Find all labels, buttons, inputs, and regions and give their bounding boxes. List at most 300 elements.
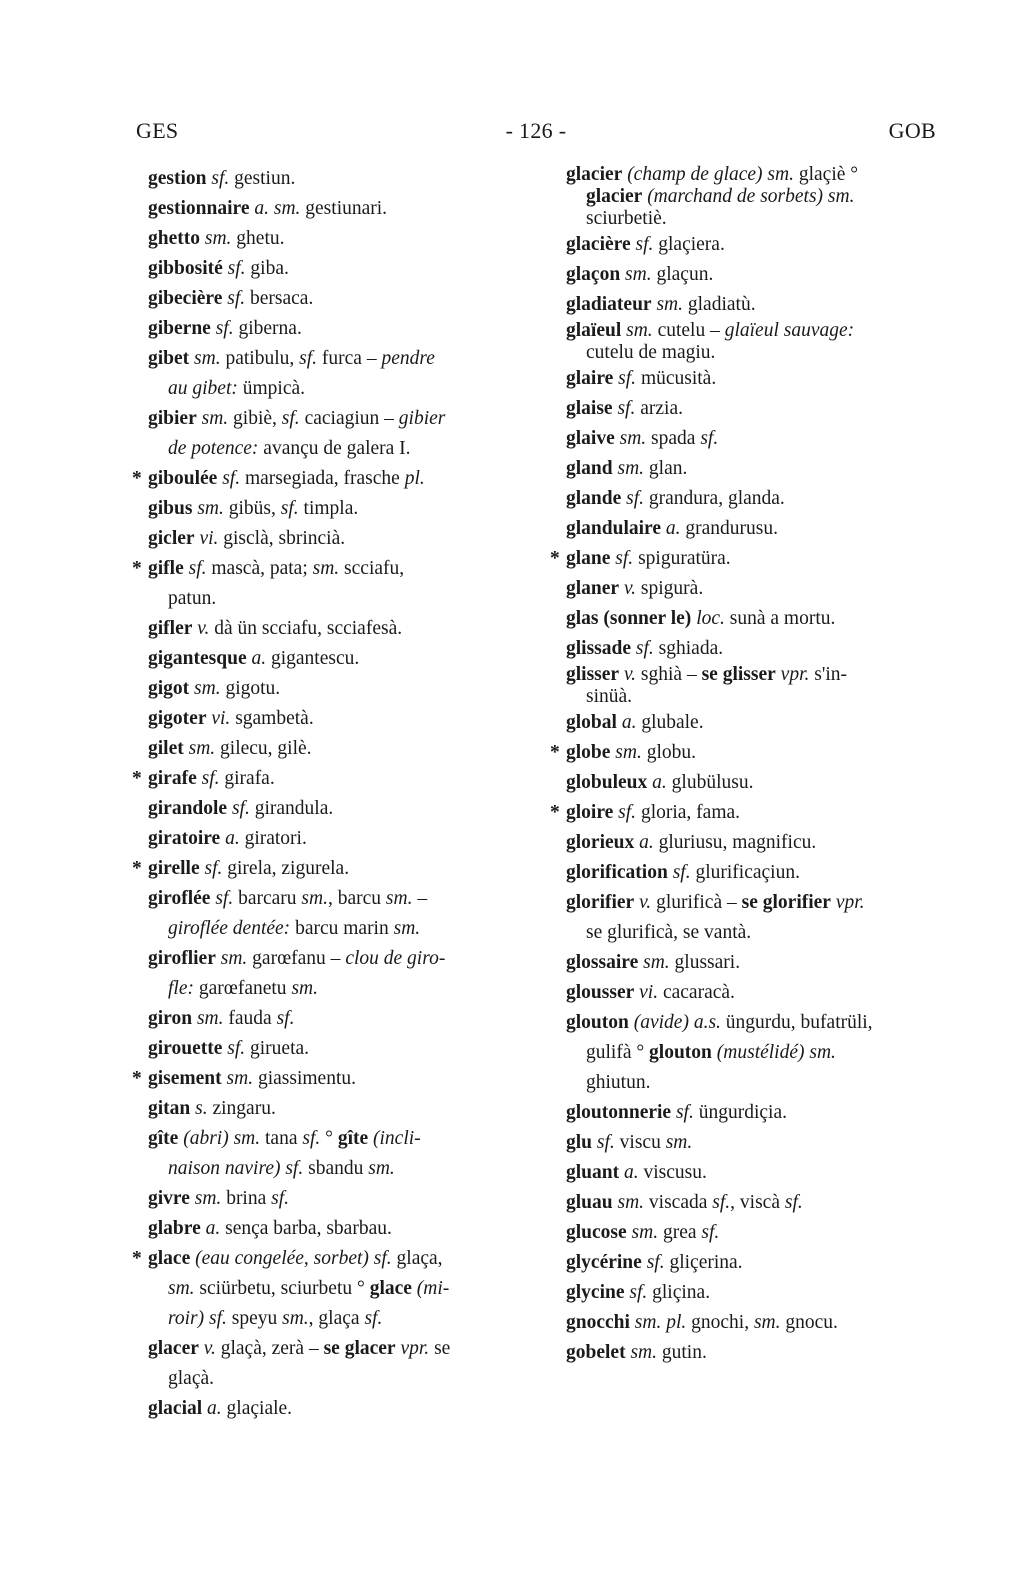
grammar-label: a. [205,1218,221,1239]
grammar-label: sm. [368,1158,395,1179]
grammar-label: sf. [299,348,318,369]
asterisk-marker: * [132,1248,142,1269]
grammar-label: vpr. [835,892,865,913]
definition-text: gilecu, gilè. [215,738,312,759]
headword: globuleux [566,772,648,793]
grammar-label: sf. [215,318,234,339]
definition-text: patun. [168,588,217,609]
grammar-label: sf. [635,234,654,255]
dictionary-entry [550,1308,920,1338]
dictionary-entry [550,768,920,798]
grammar-label: sm. [194,1188,222,1209]
headword: gîte [148,1128,179,1149]
definition-text: glaçiale. [221,1398,293,1419]
grammar-label: v. [623,578,637,599]
definition-text: – [412,888,428,909]
entry-continuation [148,434,502,464]
definition-text: sgambetà. [230,708,314,729]
definition-text: sunà a mortu. [724,608,836,629]
headword: gladiateur [566,294,652,315]
headword: gilet [148,738,184,759]
definition-text: viscu [614,1132,666,1153]
grammar-label: a. [639,832,654,853]
dictionary-entry [132,674,502,704]
definition-text: grandurusu. [680,518,778,539]
page-number: - 126 - [505,118,567,143]
definition-text: viscada [644,1192,713,1213]
grammar-label: fle: [168,978,194,999]
headword: gibet [148,348,190,369]
entry-continuation [566,686,920,708]
definition-text: gigotu. [220,678,281,699]
entry-continuation [148,374,502,404]
grammar-label: sf. [281,408,300,429]
grammar-label: sf. [618,802,637,823]
dictionary-entry [550,1188,920,1218]
grammar-label: v. [197,618,210,639]
grammar-label: sf. [617,398,636,419]
headword: gland [566,458,613,479]
definition-text: gnochi, [686,1312,754,1333]
grammar-label: (mustélidé) sm. [716,1042,836,1063]
dictionary-entry [132,884,502,944]
headword: girandole [148,798,228,819]
dictionary-entry [550,1218,920,1248]
grammar-label: glaïeul sauvage: [724,320,855,341]
grammar-label: sf. [700,428,719,449]
definition-text: sença barba, sbarbau. [220,1218,392,1239]
headword: ghetto [148,228,200,249]
definition-text: patibulu, [220,348,300,369]
definition-text: garœfanu – [247,948,346,969]
headword: glucose [566,1222,627,1243]
grammar-label: sf. [302,1128,321,1149]
headword: glandulaire [566,518,661,539]
grammar-label: giroflée dentée: [168,918,291,939]
headword: givre [148,1188,190,1209]
asterisk-marker: * [550,742,560,763]
headword: glacière [566,234,631,255]
headword: gibier [148,408,197,429]
grammar-label: sf. [231,798,250,819]
definition-text: glaçà, zerà – [215,1338,324,1359]
definition-text: cutelu de magiu. [586,342,716,363]
entry-continuation [566,186,920,208]
definition-text: se glurificà, se vantà. [586,922,752,943]
grammar-label: roir) sf. [168,1308,227,1329]
grammar-label: vpr. [400,1338,430,1359]
definition-text: glubülusu. [666,772,754,793]
definition-text: glaçiè ° [793,164,859,185]
headword: glisser [566,664,620,685]
dictionary-entry [132,1244,502,1334]
grammar-label: (eau congelée, sorbet) sf. [195,1248,392,1269]
dictionary-entry [132,284,502,314]
headword: glabre [148,1218,201,1239]
definition-text: giberna. [233,318,302,339]
definition-text: furca – [317,348,382,369]
entry-continuation [148,1274,502,1304]
grammar-label: sf. [615,548,634,569]
dictionary-entry [132,944,502,1004]
headword: glace [148,1248,191,1269]
grammar-label: sm. [197,498,224,519]
dictionary-entry [550,364,920,394]
grammar-label: sf. [596,1132,615,1153]
dictionary-entry [132,494,502,524]
headword: girelle [148,858,200,879]
definition-text: grandura, glanda. [644,488,785,509]
headword: glossaire [566,952,639,973]
definition-text: spada [646,428,701,449]
definition-text: üngurdu, bufatrüli, [720,1012,873,1033]
definition-text: sghiada. [653,638,724,659]
headword: glacier [586,186,643,207]
definition-text: garœfanetu [193,978,292,999]
dictionary-entry [550,1098,920,1128]
headword: glorification [566,862,668,883]
grammar-label: sf. [215,888,234,909]
entry-continuation [148,584,502,614]
grammar-label: (mi- [416,1278,450,1299]
headword: glouton [566,1012,629,1033]
dictionary-entry [550,828,920,858]
definition-text: girela, zigurela. [222,858,350,879]
grammar-label: sm. [625,264,652,285]
definition-text: speyu [226,1308,283,1329]
asterisk-marker: * [550,802,560,823]
headword: glissade [566,638,632,659]
headword: gifler [148,618,193,639]
grammar-label: sf. [280,498,299,519]
headword: glande [566,488,622,509]
grammar-label: sf. [784,1192,803,1213]
definition-text: ümpicà. [237,378,306,399]
grammar-label: sf. [188,558,207,579]
grammar-label: sm. [196,1008,224,1029]
headword: gîte [337,1128,369,1149]
dictionary-entry [132,1394,502,1424]
dictionary-entry [550,290,920,320]
definition-text: sinüà. [586,686,633,707]
dictionary-entry [550,1158,920,1188]
grammar-label: sm. [204,228,232,249]
dictionary-entry [550,798,920,828]
grammar-label: de potence: [168,438,259,459]
grammar-label: au gibet: [168,378,238,399]
dictionary-entry [132,314,502,344]
grammar-label: sf. [646,1252,665,1273]
definition-text: fauda [223,1008,277,1029]
headword: gobelet [566,1342,626,1363]
grammar-label: a. [665,518,681,539]
dictionary-entry [132,1094,502,1124]
definition-text: , glaça [308,1308,365,1329]
dictionary-entry [550,1008,920,1098]
dictionary-entry [132,1214,502,1244]
definition-text: gulifà ° [586,1042,650,1063]
definition-text: cacaracà. [658,982,735,1003]
grammar-label: sf. [672,862,691,883]
dictionary-entry [550,1278,920,1308]
grammar-label: a. [652,772,667,793]
grammar-label: sf. [227,1038,246,1059]
definition-text: gisclà, sbrincià. [218,528,346,549]
dictionary-entry [132,1334,502,1394]
asterisk-marker: * [132,1068,142,1089]
dictionary-entry [550,604,920,634]
grammar-label: gibier [398,408,446,429]
dictionary-entry [132,824,502,854]
dictionary-entry [132,1124,502,1184]
headword: se glorifier [741,892,831,913]
definition-text: timpla. [298,498,359,519]
dictionary-entry [132,404,502,464]
headword: gnocchi [566,1312,630,1333]
grammar-label: v. [623,664,637,685]
definition-text: arzia. [635,398,683,419]
headword: giron [148,1008,193,1029]
headword: gestion [148,168,207,189]
grammar-label: sf. [626,488,645,509]
entry-continuation [148,1364,502,1394]
grammar-label: vi. [211,708,231,729]
asterisk-marker: * [132,768,142,789]
definition-text: glubale. [636,712,704,733]
headword: giroflier [148,948,216,969]
dictionary-entry [550,664,920,708]
grammar-label: a. [207,1398,222,1419]
grammar-label: sf. [675,1102,694,1123]
definition-text: gibiè, [228,408,282,429]
dictionary-entry [550,1248,920,1278]
definition-text: tana [260,1128,303,1149]
headword: gitan [148,1098,191,1119]
grammar-label: sm. [201,408,229,429]
definition-text: sbandu [303,1158,369,1179]
grammar-label: sm. [226,1068,254,1089]
dictionary-entry [550,454,920,484]
grammar-label: sf. [276,1008,295,1029]
grammar-label: sf. [712,1192,731,1213]
definition-text: barcu marin [290,918,394,939]
grammar-label: sm. [630,1342,657,1363]
headword: gibus [148,498,193,519]
grammar-label: a. [251,648,267,669]
definition-text: s'in- [809,664,848,685]
dictionary-entry [132,524,502,554]
asterisk-marker: * [132,558,142,579]
entry-continuation [148,974,502,1004]
grammar-label: sm. [282,1308,309,1329]
grammar-label: sm. [168,1278,195,1299]
asterisk-marker: * [132,468,142,489]
definition-text: girueta. [245,1038,310,1059]
definition-text: üngurdiçia. [693,1102,787,1123]
grammar-label: sf. [271,1188,290,1209]
dictionary-entry [132,1004,502,1034]
definition-text: grea [658,1222,702,1243]
grammar-label: sf. [204,858,223,879]
dictionary-entry [132,554,502,614]
definition-text: ghetu. [231,228,285,249]
dictionary-entry [550,230,920,260]
definition-text: girandula. [249,798,334,819]
header-right-guideword: GOB [888,118,936,143]
entry-continuation [566,1068,920,1098]
headword: glace [369,1278,412,1299]
grammar-label: naison navire) sf. [168,1158,304,1179]
dictionary-entry [550,1128,920,1158]
dictionary-entry [132,1184,502,1214]
headword: gicler [148,528,195,549]
dictionary-entry [132,164,502,194]
definition-text: avançu de galera I. [258,438,411,459]
grammar-label: sm. [301,888,328,909]
headword: gibecière [148,288,223,309]
grammar-label: sm. [656,294,684,315]
grammar-label: sm. [643,952,670,973]
grammar-label: sf. [701,1222,720,1243]
definition-text: gnocu. [780,1312,838,1333]
dictionary-entry [132,194,502,224]
headword: glas (sonner le) [566,608,692,629]
grammar-label: sf. [635,638,654,659]
dictionary-entry [550,574,920,604]
dictionary-entry [550,738,920,768]
headword: glaive [566,428,615,449]
definition-text: mücusità. [636,368,717,389]
definition-text: , barcu [327,888,386,909]
grammar-label: sm. [631,1222,659,1243]
dictionary-entry [132,224,502,254]
header-left-guideword: GES [136,118,179,143]
definition-text: glaça, [391,1248,443,1269]
grammar-label: sf. [201,768,220,789]
headword: se glisser [701,664,776,685]
definition-text: marsegiada, frasche [240,468,405,489]
definition-text: mascà, pata; [206,558,313,579]
grammar-label: pl. [404,468,425,489]
headword: girafe [148,768,197,789]
headword: glane [566,548,611,569]
definition-text: gladiatù. [683,294,756,315]
headword: globe [566,742,611,763]
definition-text: gigantescu. [266,648,360,669]
dictionary-entry [132,1064,502,1094]
definition-text: gliçina. [647,1282,711,1303]
dictionary-entry [550,634,920,664]
dictionary-entry [550,164,920,230]
grammar-label: sm. [753,1312,781,1333]
grammar-label: sf. [618,368,637,389]
dictionary-entry [550,888,920,948]
headword: gigot [148,678,190,699]
grammar-label: sf. [227,288,246,309]
grammar-label: sm. [291,978,318,999]
headword: gigantesque [148,648,247,669]
dictionary-entry [550,1338,920,1368]
dictionary-entry [132,794,502,824]
definition-text: dà ün scciafu, scciafesà. [209,618,403,639]
headword: girouette [148,1038,223,1059]
dictionary-entry [550,394,920,424]
grammar-label: (abri) sm. [183,1128,261,1149]
dictionary-entry [132,1034,502,1064]
dictionary-entry [550,484,920,514]
headword: global [566,712,617,733]
headword: gibbosité [148,258,223,279]
grammar-label: sm. [393,918,421,939]
headword: glacier [566,164,623,185]
grammar-label: sf. [364,1308,383,1329]
headword: glaise [566,398,613,419]
headword: gloutonnerie [566,1102,672,1123]
dictionary-entry [550,708,920,738]
dictionary-entry [550,858,920,888]
left-column [132,164,502,1424]
headword: glaire [566,368,614,389]
grammar-label: loc. [696,608,725,629]
running-head [136,118,936,148]
definition-text: giassimentu. [253,1068,356,1089]
definition-text: glurificà – [651,892,742,913]
definition-text: glurificaçiun. [690,862,800,883]
dictionary-entry [550,424,920,454]
definition-text: gutin. [657,1342,707,1363]
headword: gestionnaire [148,198,250,219]
definition-text: glaçà. [168,1368,215,1389]
headword: glaïeul [566,320,622,341]
dictionary-entry [550,978,920,1008]
grammar-label: pendre [381,348,435,369]
definition-text: barcaru [233,888,302,909]
headword: giberne [148,318,211,339]
definition-text: giratori. [239,828,307,849]
asterisk-marker: * [550,548,560,569]
entry-continuation [566,1038,920,1068]
headword: glycine [566,1282,625,1303]
headword: gluau [566,1192,613,1213]
entry-continuation [566,918,920,948]
headword: gloire [566,802,614,823]
definition-text: ° [320,1128,338,1149]
grammar-label: sf. [222,468,241,489]
headword: glouton [649,1042,712,1063]
grammar-label: a. [225,828,240,849]
grammar-label: a. [623,1162,639,1183]
grammar-label: s. [195,1098,208,1119]
grammar-label: clou de giro- [345,948,446,969]
grammar-label: a. sm. [254,198,301,219]
grammar-label: sm. [617,1192,645,1213]
headword: glycérine [566,1252,642,1273]
entry-continuation [566,342,920,364]
grammar-label: (incli- [373,1128,421,1149]
headword: glaner [566,578,620,599]
headword: glu [566,1132,593,1153]
definition-text: gliçerina. [664,1252,743,1273]
dictionary-entry [550,544,920,574]
dictionary-entry [132,764,502,794]
definition-text: sciurbetiè. [586,208,667,229]
entry-continuation [566,208,920,230]
grammar-label: vi. [639,982,659,1003]
grammar-label: sf. [227,258,246,279]
dictionary-entry [550,948,920,978]
dictionary-entry [132,344,502,404]
definition-text: ghiutun. [586,1072,651,1093]
